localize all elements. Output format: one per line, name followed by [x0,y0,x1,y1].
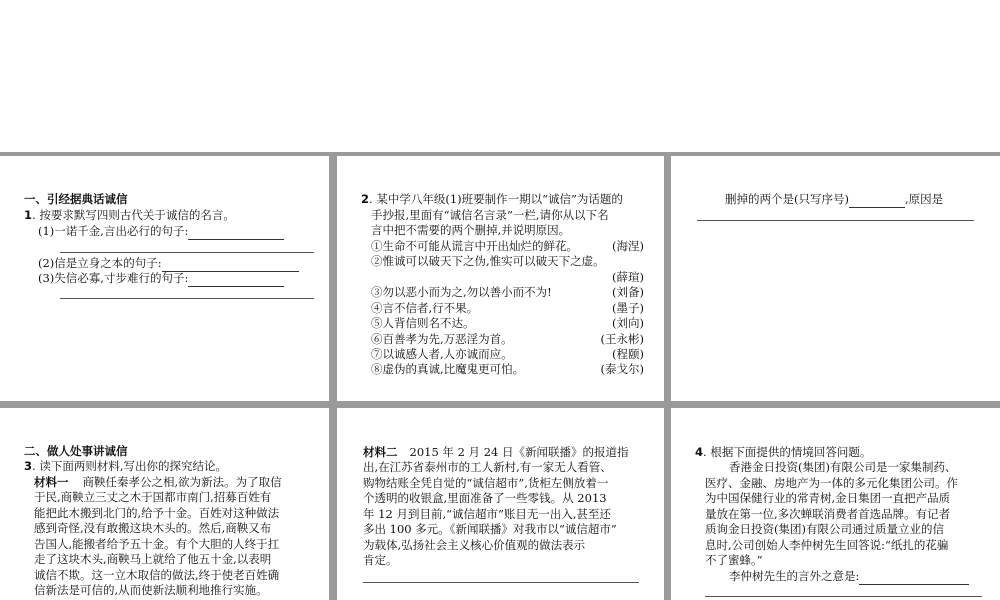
answer-line[interactable] [705,596,982,597]
quote-8: ⑧虚伪的真诚,比魔鬼更可怕。 [371,362,525,376]
material-2-line-2: 出,在江苏省泰州市的工人新村,有一家无人看管、 [363,460,612,474]
material-text: 商鞅任秦孝公之相,欲为新法。为了取信 [82,475,282,489]
quote-1: ①生命不可能从谎言中开出灿烂的鲜花。 [371,239,578,253]
quote-6: ⑥百善孝为先,万恶淫为首。 [371,332,513,346]
q4-para-line-1: 香港金日投资(集团)有限公司是一家集制药、 [729,460,957,474]
material-2-line-4: 个透明的收银盒,里面准备了一些零钱。从 2013 [363,491,607,505]
question-2-line-2: 手抄报,里面有“诚信名言录”一栏,请你从以下名 [371,208,609,222]
q1-item-2-label: (2)信是立身之本的句子: [38,256,162,270]
quote-3: ③勿以恶小而为之,勿以善小而不为! [371,285,552,299]
question-text: . 根据下面提供的情境回答问题。 [703,445,872,459]
deleted-items-prompt [725,192,943,208]
q4-para-line-4: 量放在第一位,多次蝉联消费者首选品牌。有记者 [705,507,951,521]
material-2-line-6: 多出 100 多元。《新闻联播》对我市以“诚信超市” [363,522,617,536]
answer-prompt-label: 李仲树先生的言外之意是: [729,569,860,583]
question-number: 4 [695,445,704,459]
question-number: 3 [24,459,33,473]
quote-1-author: (海涅) [612,239,644,253]
section-title-2: 二、做人处事讲诚信 [24,444,128,458]
panel-q2-answer [671,156,1000,401]
q1-item-3 [38,271,284,287]
q4-para-line-2: 医疗、金融、房地产为一体的多元化集团公司。作 [705,476,958,490]
question-3 [24,459,227,475]
quote-6-author: (王永彬) [600,332,644,346]
panel-q1 [0,156,329,401]
q1-item-2 [38,256,299,272]
q4-para-line-6: 息时,公司创始人李仲树先生回答说:“纸扎的花骗 [705,538,949,552]
panel-q3-material-1 [0,408,329,600]
quote-4: ④言不信者,行不果。 [371,301,479,315]
deleted-items-label: 删掉的两个是(只写序号) [725,192,849,206]
question-number: 1 [24,208,33,222]
material-1-line-5: 告国人,能搬者给予五十金。有个大胆的人终于扛 [34,537,280,551]
question-4 [695,445,871,461]
answer-line[interactable] [363,582,639,583]
answer-line[interactable] [60,252,314,253]
answer-blank[interactable] [188,274,284,287]
answer-blank[interactable] [849,195,905,208]
q4-para-line-3: 为中国保健行业的常青树,金日集团一直把产品质 [705,491,951,505]
answer-line[interactable] [60,298,314,299]
q1-item-1-label: (1)一诺千金,言出必行的句子: [38,224,189,238]
material-2-line-1 [363,445,629,461]
q1-item-1 [38,224,284,240]
material-text: 2015 年 2 月 24 日《新闻联播》的报道指 [409,445,629,459]
question-number: 2 [361,192,370,206]
question-text: . 读下面两则材料,写出你的探究结论。 [32,459,227,473]
section-title-1: 一、引经据典话诚信 [24,192,128,206]
material-1-line-3: 能把此木搬到北门的,给予十金。百姓对这种做法 [34,506,280,520]
material-2-line-3: 购物结账全凭自觉的“诚信超市”,货柜左侧放着一 [363,476,609,490]
answer-blank[interactable] [188,227,284,240]
material-1-line-6: 走了这块木头,商鞅马上就给了他五十金,以表明 [34,552,272,566]
question-text: . 某中学八年级(1)班要制作一期以“诚信”为话题的 [369,192,623,206]
question-text: . 按要求默写四则古代关于诚信的名言。 [32,208,235,222]
q1-item-3-label: (3)失信必寡,寸步难行的句子: [38,271,189,285]
quote-7-author: (程颐) [612,347,644,361]
q4-para-line-7: 不了蜜蜂。” [705,553,763,567]
q4-answer-prompt [729,569,969,585]
quote-4-author: (墨子) [612,301,644,315]
question-2-line-3: 言中把不需要的两个删掉,并说明原因。 [371,223,571,237]
quote-7: ⑦以诚感人者,人亦诚而应。 [371,347,513,361]
panel-q3-material-2 [337,408,664,600]
material-1-line-8: 信新法是可信的,从而使新法顺利地推行实施。 [34,583,268,597]
panel-q4 [671,408,1000,600]
quote-5-author: (刘向) [612,316,644,330]
material-1-line-1 [34,475,282,491]
answer-blank[interactable] [162,259,299,272]
top-blank-area [0,0,1000,152]
quote-2-author: (薛瑄) [612,270,644,284]
question-1 [24,208,235,224]
panel-q2 [337,156,664,401]
quote-5: ⑤人背信则名不达。 [371,316,475,330]
reason-label: ,原因是 [904,192,944,206]
material-1-line-4: 感到奇怪,没有敢搬这块木头的。然后,商鞅又布 [34,521,272,535]
material-2-line-5: 年 12 月到目前,“诚信超市”账目无一出入,甚至还 [363,507,612,521]
material-label: 材料一 [34,475,69,489]
question-2-line-1 [361,192,623,208]
material-2-line-7: 为载体,弘扬社会主义核心价值观的做法表示 [363,538,586,552]
answer-line[interactable] [697,220,974,221]
material-1-line-7: 诚信不欺。这一立木取信的做法,终于使老百姓确 [34,568,280,582]
material-1-line-2: 于民,商鞅立三丈之木于国都市南门,招募百姓有 [34,490,272,504]
material-2-line-8: 肯定。 [363,553,398,567]
answer-blank[interactable] [859,572,969,585]
quote-3-author: (刘备) [612,285,644,299]
quote-2: ②惟诚可以破天下之伪,惟实可以破天下之虚。 [371,254,605,268]
q4-para-line-5: 质询金日投资(集团)有限公司通过质量立业的信 [705,522,944,536]
material-label: 材料二 [363,445,398,459]
quote-8-author: (泰戈尔) [600,362,644,376]
